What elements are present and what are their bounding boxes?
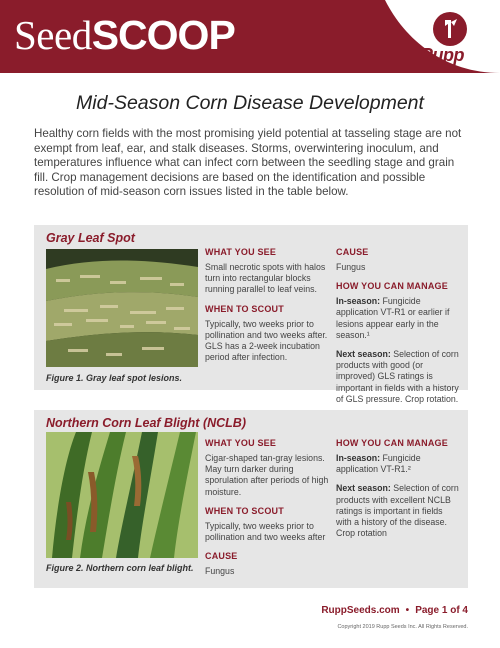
- page-number: Page 1 of 4: [415, 605, 468, 616]
- copyright-notice: Copyright 2019 Rupp Seeds Inc. All Rights Reserved.: [337, 624, 468, 630]
- next-season-value: Selection of corn products with excellent NCLB ratings is important in fields with a history of the disease. Crop rotation: [336, 483, 459, 539]
- logo-text: Rupp: [420, 45, 464, 65]
- website-link[interactable]: RuppSeeds.com: [321, 605, 400, 616]
- column-what-when: [205, 438, 329, 585]
- in-season-text: [336, 453, 460, 475]
- figure-caption: Figure 2. Northern corn leaf blight.: [46, 563, 194, 573]
- header-banner: [0, 0, 500, 73]
- brand-title: [14, 12, 235, 58]
- disease-panel-nclb: [34, 410, 468, 588]
- heading-what-you-see: WHAT YOU SEE: [205, 438, 277, 448]
- heading-how-you-can-manage: HOW YOU CAN MANAGE: [336, 438, 448, 448]
- disease-title: Northern Corn Leaf Blight (NCLB): [46, 416, 246, 430]
- brand-seed: Seed: [14, 12, 92, 58]
- when-to-scout-text: Typically, two weeks prior to pollination and two weeks after. GLS has a 2-week incubation period after infection.: [205, 318, 328, 363]
- next-season-text: [336, 349, 460, 405]
- in-season-text: [336, 296, 460, 341]
- column-manage: [336, 438, 460, 547]
- page-footer: [0, 605, 468, 616]
- next-season-text: [336, 483, 460, 539]
- logo-figure-icon: [433, 12, 467, 46]
- column-cause-manage: [336, 247, 460, 413]
- page-title: Mid-Season Corn Disease Development: [76, 92, 424, 114]
- heading-when-to-scout: WHEN TO SCOUT: [205, 505, 284, 516]
- when-to-scout-text: Typically, two weeks prior to pollination and two weeks after: [205, 520, 326, 543]
- heading-when-to-scout: WHEN TO SCOUT: [205, 303, 284, 314]
- intro-paragraph: Healthy corn fields with the most promising yield potential at tasseling stage are not exempt from leaf, ear, and stalk diseases. Storms, overwintering inoculum, and temperatures influence what can infect corn between the seedling stage and grain fill. Crop management decisions are based on the identification and possible resolution of mid-season corn issues listed in the table below.: [34, 127, 462, 199]
- in-season-label: In-season:: [336, 296, 380, 307]
- in-season-label: In-season:: [336, 453, 380, 463]
- next-season-value: Selection of corn products with good (or improved) GLS ratings is important in fields with a history of GLS pressure. Crop rotation.: [336, 349, 459, 404]
- brand-scoop: SCOOP: [91, 12, 235, 58]
- heading-how-you-can-manage: HOW YOU CAN MANAGE: [336, 281, 448, 292]
- gray-leaf-spot-photo: [46, 249, 198, 367]
- northern-corn-leaf-blight-photo: [46, 432, 198, 558]
- what-you-see-text: Cigar-shaped tan-gray lesions. May turn darker during sporulation after periods of high moisture.: [205, 453, 329, 497]
- column-what-when: [205, 247, 329, 371]
- in-season-value: Fungicide application VT-R1.²: [336, 453, 421, 475]
- cause-text: Fungus: [205, 566, 235, 577]
- bullet-separator: •: [405, 605, 410, 616]
- heading-cause: CAUSE: [205, 551, 238, 562]
- heading-what-you-see: WHAT YOU SEE: [205, 247, 277, 257]
- cause-text: Fungus: [336, 262, 366, 272]
- in-season-value: Fungicide application VT-R1 or earlier if lesions appear early in the season.¹: [336, 296, 450, 340]
- disease-panel-gray-leaf-spot: [34, 225, 468, 404]
- what-you-see-text: Small necrotic spots with halos turn into rectangular blocks running parallel to leaf veins.: [205, 262, 326, 295]
- figure-caption: Figure 1. Gray leaf spot lesions.: [46, 373, 183, 383]
- rupp-logo-icon: [433, 12, 467, 46]
- next-season-label: Next season:: [336, 349, 391, 360]
- next-season-label: Next season:: [336, 483, 391, 494]
- disease-title: Gray Leaf Spot: [46, 231, 135, 245]
- heading-cause: CAUSE: [336, 247, 369, 257]
